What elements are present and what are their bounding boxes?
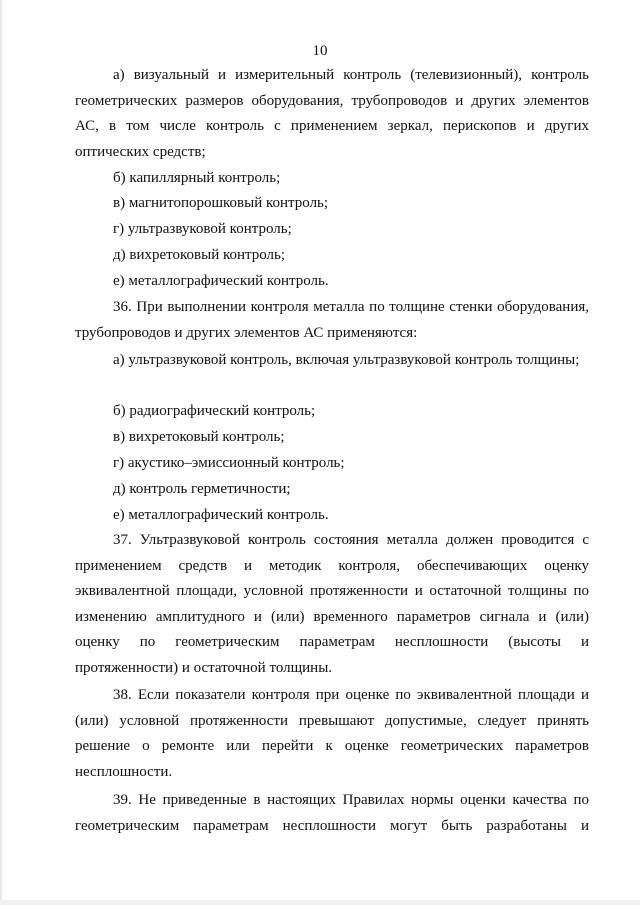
list-item-b-radiographic: б) радиографический контроль; <box>113 403 316 419</box>
list-item-v-magnetic-powder: в) магнитопорошковый контроль; <box>113 195 329 211</box>
scan-bottom-edge <box>0 900 640 905</box>
paragraph-39: 39. Не приведенные в настоящих Правилах нормы оценки качества по геометрическим параметрам несплошности могут быть разработаны и <box>75 792 589 834</box>
list-item-g-acoustic-emission: г) акустико–эмиссионный контроль; <box>113 455 345 471</box>
page-number: 10 <box>312 43 328 59</box>
list-item-d-eddy-current: д) вихретоковый контроль; <box>113 247 286 263</box>
list-item-v-eddy-current: в) вихретоковый контроль; <box>113 429 285 445</box>
list-item-g-ultrasonic: г) ультразвуковой контроль; <box>113 221 292 237</box>
list-item-e-metallographic: е) металлографический контроль. <box>113 273 329 289</box>
paragraph-37: 37. Ультразвуковой контроль состояния металла должен проводится с применением средств и методик контроля, обеспечивающих оценку эквивалентной площади, условной протяженности и остаточной толщины по изменению амплитудного и (или) временного параметров сигнала и (или) оценку по геометрическим параметрам несплошности (высоты и протяженности) и остаточной толщины. <box>75 532 589 676</box>
scan-left-edge <box>0 0 2 905</box>
list-item-d-leak-tightness: д) контроль герметичности; <box>113 481 291 497</box>
paragraph-38: 38. Если показатели контроля при оценке по эквивалентной площади и (или) условной протяженности превышают допустимые, следует принять решение о ремонте или перейти к оценке геометрических параметров несплошности. <box>75 687 589 780</box>
list-item-a-ultrasonic-thickness: а) ультразвуковой контроль, включая ультразвуковой контроль толщины; <box>113 352 580 368</box>
list-item-b-capillary: б) капиллярный контроль; <box>113 170 281 186</box>
list-item-a-visual-control: а) визуальный и измерительный контроль (телевизионный), контроль геометрических размеров оборудования, трубопроводов и других элементов АС, в том числе контроль с применением зеркал, перископов и других оптических средств; <box>75 67 589 160</box>
paragraph-36: 36. При выполнении контроля металла по толщине стенки оборудования, трубопроводов и других элементов АС применяются: <box>75 299 589 341</box>
list-item-e-metallographic-2: е) металлографический контроль. <box>113 507 329 523</box>
